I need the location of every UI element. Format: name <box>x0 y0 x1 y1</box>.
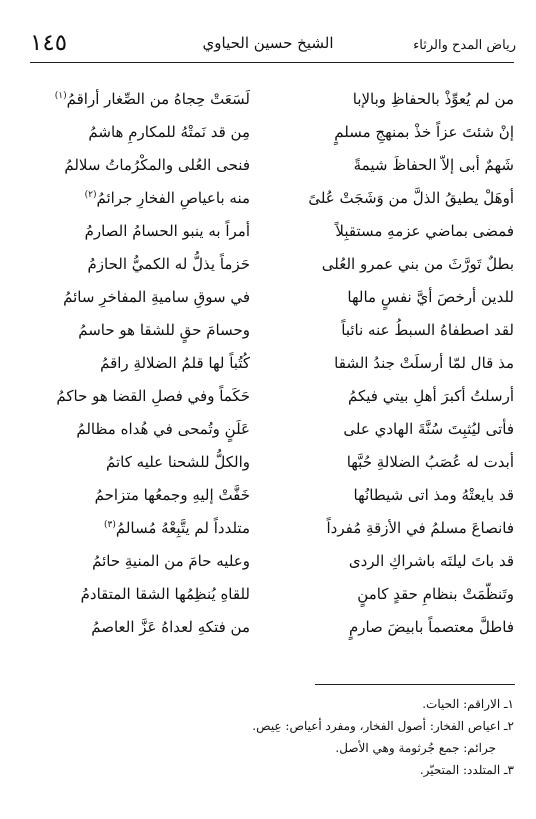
verse-second-hemistich-text: حَكَماً وفي فصلِ القضا هو حاكمُ <box>56 387 250 405</box>
verse-first-hemistich: مذ قال لمّا أرسلَتْ جندُ الشقا <box>334 354 514 372</box>
verse-first-hemistich: وتَنظّمَتْ بنظامِ حقدٍ كامنٍ <box>357 585 514 603</box>
verse-line <box>0 612 536 642</box>
verse-line <box>0 348 536 378</box>
verse-line <box>0 546 536 576</box>
verse-line <box>0 117 536 147</box>
verse-second-hemistich <box>32 315 250 345</box>
verse-second-hemistich-text: في سوقِ ساميةِ المفاخرِ سائمُ <box>63 288 250 306</box>
verse-second-hemistich-text: فنحى العُلى والمكْرُماتُ سلالمُ <box>64 156 250 174</box>
running-header-book-title: رياض المدح والرثاء <box>413 38 516 53</box>
verse-second-hemistich <box>32 480 250 510</box>
footnote-marker: (٣) <box>103 520 116 530</box>
verse-second-hemistich <box>32 216 250 246</box>
verse-first-hemistich: شَهمٌ أبى إلاّ الحفاظَ شيمةً <box>353 156 514 174</box>
verse-line <box>0 447 536 477</box>
verse-second-hemistich-text: أمراً به ينبو الحسامُ الصارمُ <box>84 222 250 240</box>
verse-second-hemistich <box>32 579 250 609</box>
header-divider <box>30 62 514 63</box>
verse-line <box>0 513 536 543</box>
verse-second-hemistich-text: مِن قد نَمتْهُ للمكارمِ هاشمُ <box>88 123 250 141</box>
verse-second-hemistich <box>32 414 250 444</box>
verse-first-hemistich: من لم يُعوِّذْ بالحفاظِ وبالإبا <box>352 90 514 108</box>
verse-second-hemistich <box>32 117 250 147</box>
verse-second-hemistich-text: خَفَّتْ إليهِ وجمعُها متزاحمُ <box>94 486 250 504</box>
footnote-item: جرائم: جمع جُرثومة وهي الأصل. <box>335 741 496 755</box>
verse-first-hemistich: إنْ شئتَ عزاً خذْ بمنهجِ مسلمٍ <box>334 123 514 141</box>
verse-line <box>0 183 536 213</box>
verse-second-hemistich <box>32 546 250 576</box>
verse-first-hemistich: أرسلتُ أكبرَ أهلِ بيتي فيكمُ <box>348 387 514 405</box>
verse-line <box>0 315 536 345</box>
verse-second-hemistich <box>32 612 250 642</box>
verse-first-hemistich: أوهَلْ يطيقُ الذلَّ من وَشَجَتْ عُلىً <box>308 189 514 207</box>
footnote-item: ١ـ الاراقم: الحيات. <box>422 697 514 711</box>
verse-line <box>0 216 536 246</box>
footnote-marker: (٢) <box>84 190 97 200</box>
verse-first-hemistich: فانصاعَ مسلمُ في الأزقةِ مُفرداً <box>326 519 514 537</box>
verse-second-hemistich-text: كُتُباً لها قلمُ الضلالةِ راقمُ <box>100 354 250 372</box>
verse-second-hemistich <box>32 282 250 312</box>
verse-second-hemistich-text: وحسامَ حقٍ للشقا هو حاسمُ <box>78 321 250 339</box>
verse-second-hemistich-text: منه باعياصِ الفخارِ جرائمُ <box>96 189 250 207</box>
verse-second-hemistich-text: لَسَعَتْ حِجاهُ من الصِّغار أراقمُ <box>66 90 250 108</box>
verse-second-hemistich <box>32 150 250 180</box>
verse-second-hemistich-text: وعليه حامَ من المنيةِ حائمُ <box>92 552 250 570</box>
verse-first-hemistich: فأتى ليُثبِتَ سُنَّةَ الهادي على <box>343 420 514 438</box>
verse-second-hemistich-text: متلدداً لم يتَّبِعْهُ مُسالمُ <box>115 519 250 537</box>
verse-second-hemistich-text: من فتكهِ لعداهُ عَزَّ العاصمُ <box>91 618 250 636</box>
running-header-author: الشيخ حسين الحياوي <box>202 34 334 52</box>
verse-first-hemistich: بطلٌ تَورَّثَ من بني عمرو العُلى <box>321 255 514 273</box>
poem-verses <box>0 84 536 644</box>
footnote-item: ٣ـ المتلدد: المتحيّر. <box>419 763 514 777</box>
verse-second-hemistich <box>32 249 250 279</box>
footnote-marker: (١) <box>54 91 67 101</box>
verse-line <box>0 414 536 444</box>
verse-second-hemistich <box>32 381 250 411</box>
verse-second-hemistich <box>32 84 250 114</box>
verse-line <box>0 282 536 312</box>
verse-line <box>0 579 536 609</box>
verse-second-hemistich <box>32 513 250 543</box>
verse-second-hemistich <box>32 447 250 477</box>
page-number: ١٤٥ <box>30 30 68 56</box>
verse-first-hemistich: أبدت له عُصَبُ الضلالةِ حُبَّها <box>346 453 514 471</box>
verse-first-hemistich: للدين أرخصَ أيَّ نفسٍ مالها <box>347 288 514 306</box>
verse-line <box>0 150 536 180</box>
verse-line <box>0 249 536 279</box>
footnote-divider <box>315 684 515 685</box>
verse-line <box>0 381 536 411</box>
verse-second-hemistich-text: حَزماً يذلُّ له الكميُّ الحازمُ <box>87 255 250 273</box>
verse-second-hemistich <box>32 183 250 213</box>
verse-first-hemistich: قد بايعتْهُ ومذ اتى شيطانُها <box>353 486 514 504</box>
verse-second-hemistich-text: عَلَنٍ وتُمحى في هُداه مظالمُ <box>76 420 250 438</box>
verse-second-hemistich-text: للقاهِ يُنظِمُها الشقا المتقادمُ <box>80 585 250 603</box>
verse-first-hemistich: فاطلَّ معتصماً بابيضَ صارمٍ <box>348 618 514 636</box>
verse-first-hemistich: قد باتَ ليلتَه باشراكِ الردى <box>348 552 514 570</box>
verse-line <box>0 84 536 114</box>
verse-second-hemistich-text: والكلُّ للشحنا عليه كاتمُ <box>106 453 250 471</box>
verse-first-hemistich: لقد اصطفاهُ السبطُ عنه نائباً <box>341 321 514 339</box>
verse-line <box>0 480 536 510</box>
verse-first-hemistich: فمضى بماضي عزمهِ مستقبِلاً <box>335 222 514 240</box>
footnotes <box>24 693 514 781</box>
footnote-item: ٢ـ اعياص الفخار: أصول الفخار، ومفرد أعياص: عِيص. <box>252 719 514 733</box>
verse-second-hemistich <box>32 348 250 378</box>
